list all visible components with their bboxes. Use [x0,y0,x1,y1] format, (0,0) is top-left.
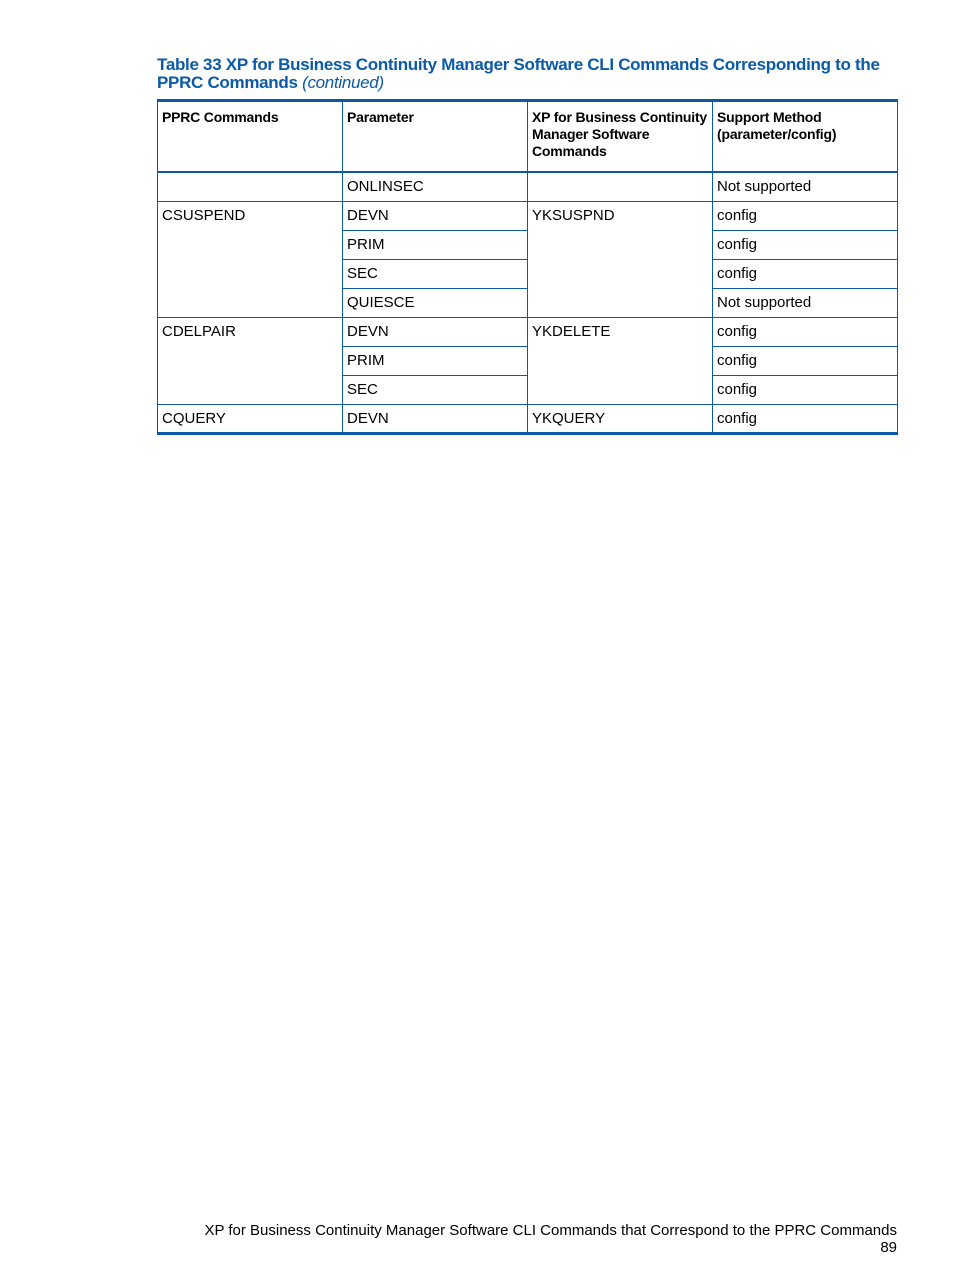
cell-support: config [713,201,898,230]
header-pprc-commands: PPRC Commands [158,101,343,173]
cell-pprc: CQUERY [158,404,343,433]
cell-pprc [158,172,343,201]
header-xp-commands: XP for Business Continuity Manager Software Commands [528,101,713,173]
header-parameter: Parameter [343,101,528,173]
cell-support: config [713,317,898,346]
cell-support: config [713,404,898,433]
header-support-method: Support Method (parameter/config) [713,101,898,173]
pprc-commands-table [157,99,898,435]
page-number: 89 [880,1239,897,1256]
table-row [158,172,898,201]
caption-continued: (continued) [302,73,384,92]
cell-xp: YKSUSPND [528,201,713,317]
cell-support: config [713,375,898,404]
cell-support: Not supported [713,172,898,201]
cell-parameter: SEC [343,259,528,288]
cell-parameter: PRIM [343,346,528,375]
table-header-row [158,101,898,173]
cell-support: config [713,259,898,288]
cell-support: Not supported [713,288,898,317]
cell-pprc: CDELPAIR [158,317,343,404]
cell-xp [528,172,713,201]
table-row [158,404,898,433]
footer-text: XP for Business Continuity Manager Software CLI Commands that Correspond to the PPRC Commands [204,1222,897,1239]
cell-support: config [713,346,898,375]
table-caption [157,56,897,92]
cell-parameter: PRIM [343,230,528,259]
cell-parameter: QUIESCE [343,288,528,317]
table-row [158,317,898,346]
cell-parameter: ONLINSEC [343,172,528,201]
cell-xp: YKQUERY [528,404,713,433]
cell-pprc: CSUSPEND [158,201,343,317]
cell-parameter: DEVN [343,317,528,346]
cell-parameter: DEVN [343,201,528,230]
page-footer [200,1222,897,1256]
cell-parameter: SEC [343,375,528,404]
cell-xp: YKDELETE [528,317,713,404]
table-row [158,201,898,230]
caption-title: Table 33 XP for Business Continuity Manager Software CLI Commands Corresponding to the PPRC Commands [157,55,880,92]
cell-support: config [713,230,898,259]
cell-parameter: DEVN [343,404,528,433]
